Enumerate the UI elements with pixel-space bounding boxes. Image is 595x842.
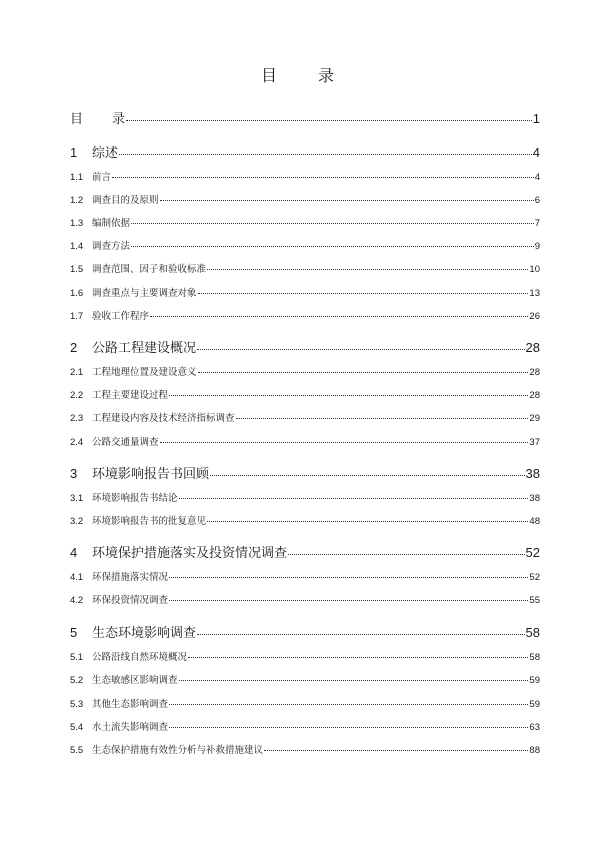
toc-entry-label: 前言 bbox=[92, 172, 112, 183]
toc-entry-number: 1.2 bbox=[70, 195, 84, 206]
page-title: 目 录 bbox=[260, 66, 353, 85]
toc-entry-number: 2.4 bbox=[70, 437, 84, 448]
toc-entry[interactable] bbox=[70, 513, 540, 527]
toc-entry-page: 6 bbox=[534, 195, 540, 206]
toc-leader-dots bbox=[179, 680, 529, 681]
toc-entry[interactable] bbox=[70, 108, 540, 127]
toc-entry-number: 1.1 bbox=[70, 172, 84, 183]
toc-entry[interactable] bbox=[70, 672, 540, 686]
toc-entry-label: 其他生态影响调查 bbox=[92, 699, 169, 710]
toc-leader-dots bbox=[150, 316, 528, 317]
toc-entry-number: 1.6 bbox=[70, 288, 84, 299]
toc-entry-label: 环境影响报告书回顾 bbox=[92, 467, 210, 482]
toc-entry-page: 13 bbox=[529, 288, 540, 299]
toc-entry[interactable] bbox=[70, 337, 540, 356]
toc-entry-number: 2 bbox=[70, 340, 78, 355]
toc-leader-dots bbox=[198, 293, 529, 294]
toc-leader-dots bbox=[264, 750, 528, 751]
toc-entry-label: 生态敏感区影响调查 bbox=[92, 675, 178, 686]
toc-leader-dots bbox=[236, 418, 529, 419]
toc-entry-label: 工程主要建设过程 bbox=[92, 390, 169, 401]
toc-entry-number: 2.1 bbox=[70, 367, 84, 378]
toc-entry-page: 28 bbox=[529, 390, 540, 401]
toc-entry-number: 5 bbox=[70, 625, 78, 640]
toc-entry-number: 5.5 bbox=[70, 745, 84, 756]
toc-entry[interactable] bbox=[70, 285, 540, 299]
toc-entry-page: 58 bbox=[525, 625, 540, 640]
toc-entry-page: 58 bbox=[529, 652, 540, 663]
toc-entry-label: 公路沿线自然环境概况 bbox=[92, 652, 188, 663]
toc-entry[interactable] bbox=[70, 410, 540, 424]
toc-leader-dots bbox=[288, 554, 525, 555]
toc-leader-dots bbox=[197, 634, 525, 635]
toc-entry-page: 7 bbox=[534, 218, 540, 229]
toc-leader-dots bbox=[160, 442, 529, 443]
toc-entry-label: 录 bbox=[112, 112, 126, 127]
toc-entry-label: 调查目的及原则 bbox=[92, 195, 159, 206]
toc-entry-page: 52 bbox=[525, 545, 540, 560]
toc-entry-label: 生态保护措施有效性分析与补救措施建议 bbox=[92, 745, 264, 756]
toc-leader-dots bbox=[112, 177, 534, 178]
toc-entry-label: 验收工作程序 bbox=[92, 311, 150, 322]
toc-entry-number: 1.3 bbox=[70, 218, 84, 229]
toc-entry[interactable] bbox=[70, 490, 540, 504]
toc-entry-number: 目 bbox=[70, 111, 84, 126]
toc-entry-number: 5.2 bbox=[70, 675, 84, 686]
toc-entry[interactable] bbox=[70, 387, 540, 401]
toc-entry[interactable] bbox=[70, 308, 540, 322]
toc-entry[interactable] bbox=[70, 742, 540, 756]
toc-entry-page: 38 bbox=[525, 466, 540, 481]
toc-entry-label: 环境保护措施落实及投资情况调查 bbox=[92, 546, 288, 561]
toc-entry-page: 9 bbox=[534, 241, 540, 252]
toc-entry[interactable] bbox=[70, 463, 540, 482]
toc-entry[interactable] bbox=[70, 192, 540, 206]
toc-entry-page: 37 bbox=[529, 437, 540, 448]
toc-entry-number: 4 bbox=[70, 545, 78, 560]
toc-entry-number: 1 bbox=[70, 145, 78, 160]
toc-entry-label: 调查方法 bbox=[92, 241, 131, 252]
toc-leader-dots bbox=[198, 372, 529, 373]
toc-entry-label: 水土流失影响调查 bbox=[92, 722, 169, 733]
toc-entry-label: 调查范围、因子和验收标准 bbox=[92, 264, 207, 275]
toc-leader-dots bbox=[169, 704, 528, 705]
toc-entry-page: 29 bbox=[529, 413, 540, 424]
toc-entry-page: 4 bbox=[534, 172, 540, 183]
toc-entry[interactable] bbox=[70, 364, 540, 378]
toc-entry-page: 48 bbox=[529, 516, 540, 527]
toc-entry-page: 63 bbox=[529, 722, 540, 733]
toc-entry-number: 2.3 bbox=[70, 413, 84, 424]
toc-entry-number: 3.1 bbox=[70, 493, 84, 504]
toc-leader-dots bbox=[160, 200, 534, 201]
toc-entry-label: 环境影响报告书结论 bbox=[92, 493, 178, 504]
toc-entry-label: 编制依据 bbox=[92, 218, 131, 229]
toc-leader-dots bbox=[207, 521, 528, 522]
toc-leader-dots bbox=[207, 269, 528, 270]
toc-entry[interactable] bbox=[70, 142, 540, 161]
toc-entry-page: 55 bbox=[529, 595, 540, 606]
toc-entry-page: 88 bbox=[529, 745, 540, 756]
toc-entry[interactable] bbox=[70, 261, 540, 275]
toc-leader-dots bbox=[119, 154, 532, 155]
toc-leader-dots bbox=[197, 349, 525, 350]
toc-leader-dots bbox=[131, 223, 534, 224]
toc-entry-number: 2.2 bbox=[70, 390, 84, 401]
toc-entry-page: 26 bbox=[529, 311, 540, 322]
toc-leader-dots bbox=[179, 498, 529, 499]
toc-entry-label: 环境影响报告书的批复意见 bbox=[92, 516, 207, 527]
toc-entry[interactable] bbox=[70, 238, 540, 252]
toc-entry-number: 4.2 bbox=[70, 595, 84, 606]
toc-entry-number: 1.4 bbox=[70, 241, 84, 252]
toc-entry-page: 28 bbox=[525, 340, 540, 355]
toc-entry-label: 调查重点与主要调查对象 bbox=[92, 288, 197, 299]
toc-entry-page: 59 bbox=[529, 675, 540, 686]
toc-entry[interactable] bbox=[70, 169, 540, 183]
toc-leader-dots bbox=[126, 120, 532, 121]
toc-entry-number: 5.1 bbox=[70, 652, 84, 663]
toc-entry-number: 1.7 bbox=[70, 311, 84, 322]
toc-entry-label: 综述 bbox=[92, 146, 119, 161]
toc-entry[interactable] bbox=[70, 719, 540, 733]
toc-entry-page: 10 bbox=[529, 264, 540, 275]
toc-entry-number: 1.5 bbox=[70, 264, 84, 275]
toc-entry[interactable] bbox=[70, 622, 540, 641]
toc-entry-page: 28 bbox=[529, 367, 540, 378]
toc-entry-number: 4.1 bbox=[70, 572, 84, 583]
toc-entry-page: 4 bbox=[532, 145, 540, 160]
toc-leader-dots bbox=[210, 475, 525, 476]
toc-leader-dots bbox=[131, 246, 534, 247]
toc-leader-dots bbox=[188, 657, 528, 658]
toc-entry-label: 公路工程建设概况 bbox=[92, 341, 197, 356]
toc-entry[interactable] bbox=[70, 649, 540, 663]
toc-entry-page: 52 bbox=[529, 572, 540, 583]
toc-leader-dots bbox=[169, 600, 528, 601]
toc-entry[interactable] bbox=[70, 569, 540, 583]
toc-entry[interactable] bbox=[70, 215, 540, 229]
toc-entry-number: 3 bbox=[70, 466, 78, 481]
toc-entry-number: 5.3 bbox=[70, 699, 84, 710]
toc-entry[interactable] bbox=[70, 696, 540, 710]
toc-entry-label: 工程建设内容及技术经济指标调查 bbox=[92, 413, 235, 424]
toc-entry-page: 38 bbox=[529, 493, 540, 504]
toc-entry-label: 工程地理位置及建设意义 bbox=[92, 367, 197, 378]
toc-entry-number: 3.2 bbox=[70, 516, 84, 527]
toc-entry[interactable] bbox=[70, 542, 540, 561]
toc-entry-page: 59 bbox=[529, 699, 540, 710]
toc-entry-number: 5.4 bbox=[70, 722, 84, 733]
toc-entry-label: 公路交通量调查 bbox=[92, 437, 159, 448]
toc-entry-label: 生态环境影响调查 bbox=[92, 626, 197, 641]
toc-leader-dots bbox=[169, 577, 528, 578]
toc-entry-label: 环保措施落实情况 bbox=[92, 572, 169, 583]
toc-entry[interactable] bbox=[70, 434, 540, 448]
toc-leader-dots bbox=[169, 727, 528, 728]
toc-entry-page: 1 bbox=[532, 111, 540, 126]
toc-entry-label: 环保投资情况调查 bbox=[92, 595, 169, 606]
toc-leader-dots bbox=[169, 395, 528, 396]
toc-entry[interactable] bbox=[70, 592, 540, 606]
